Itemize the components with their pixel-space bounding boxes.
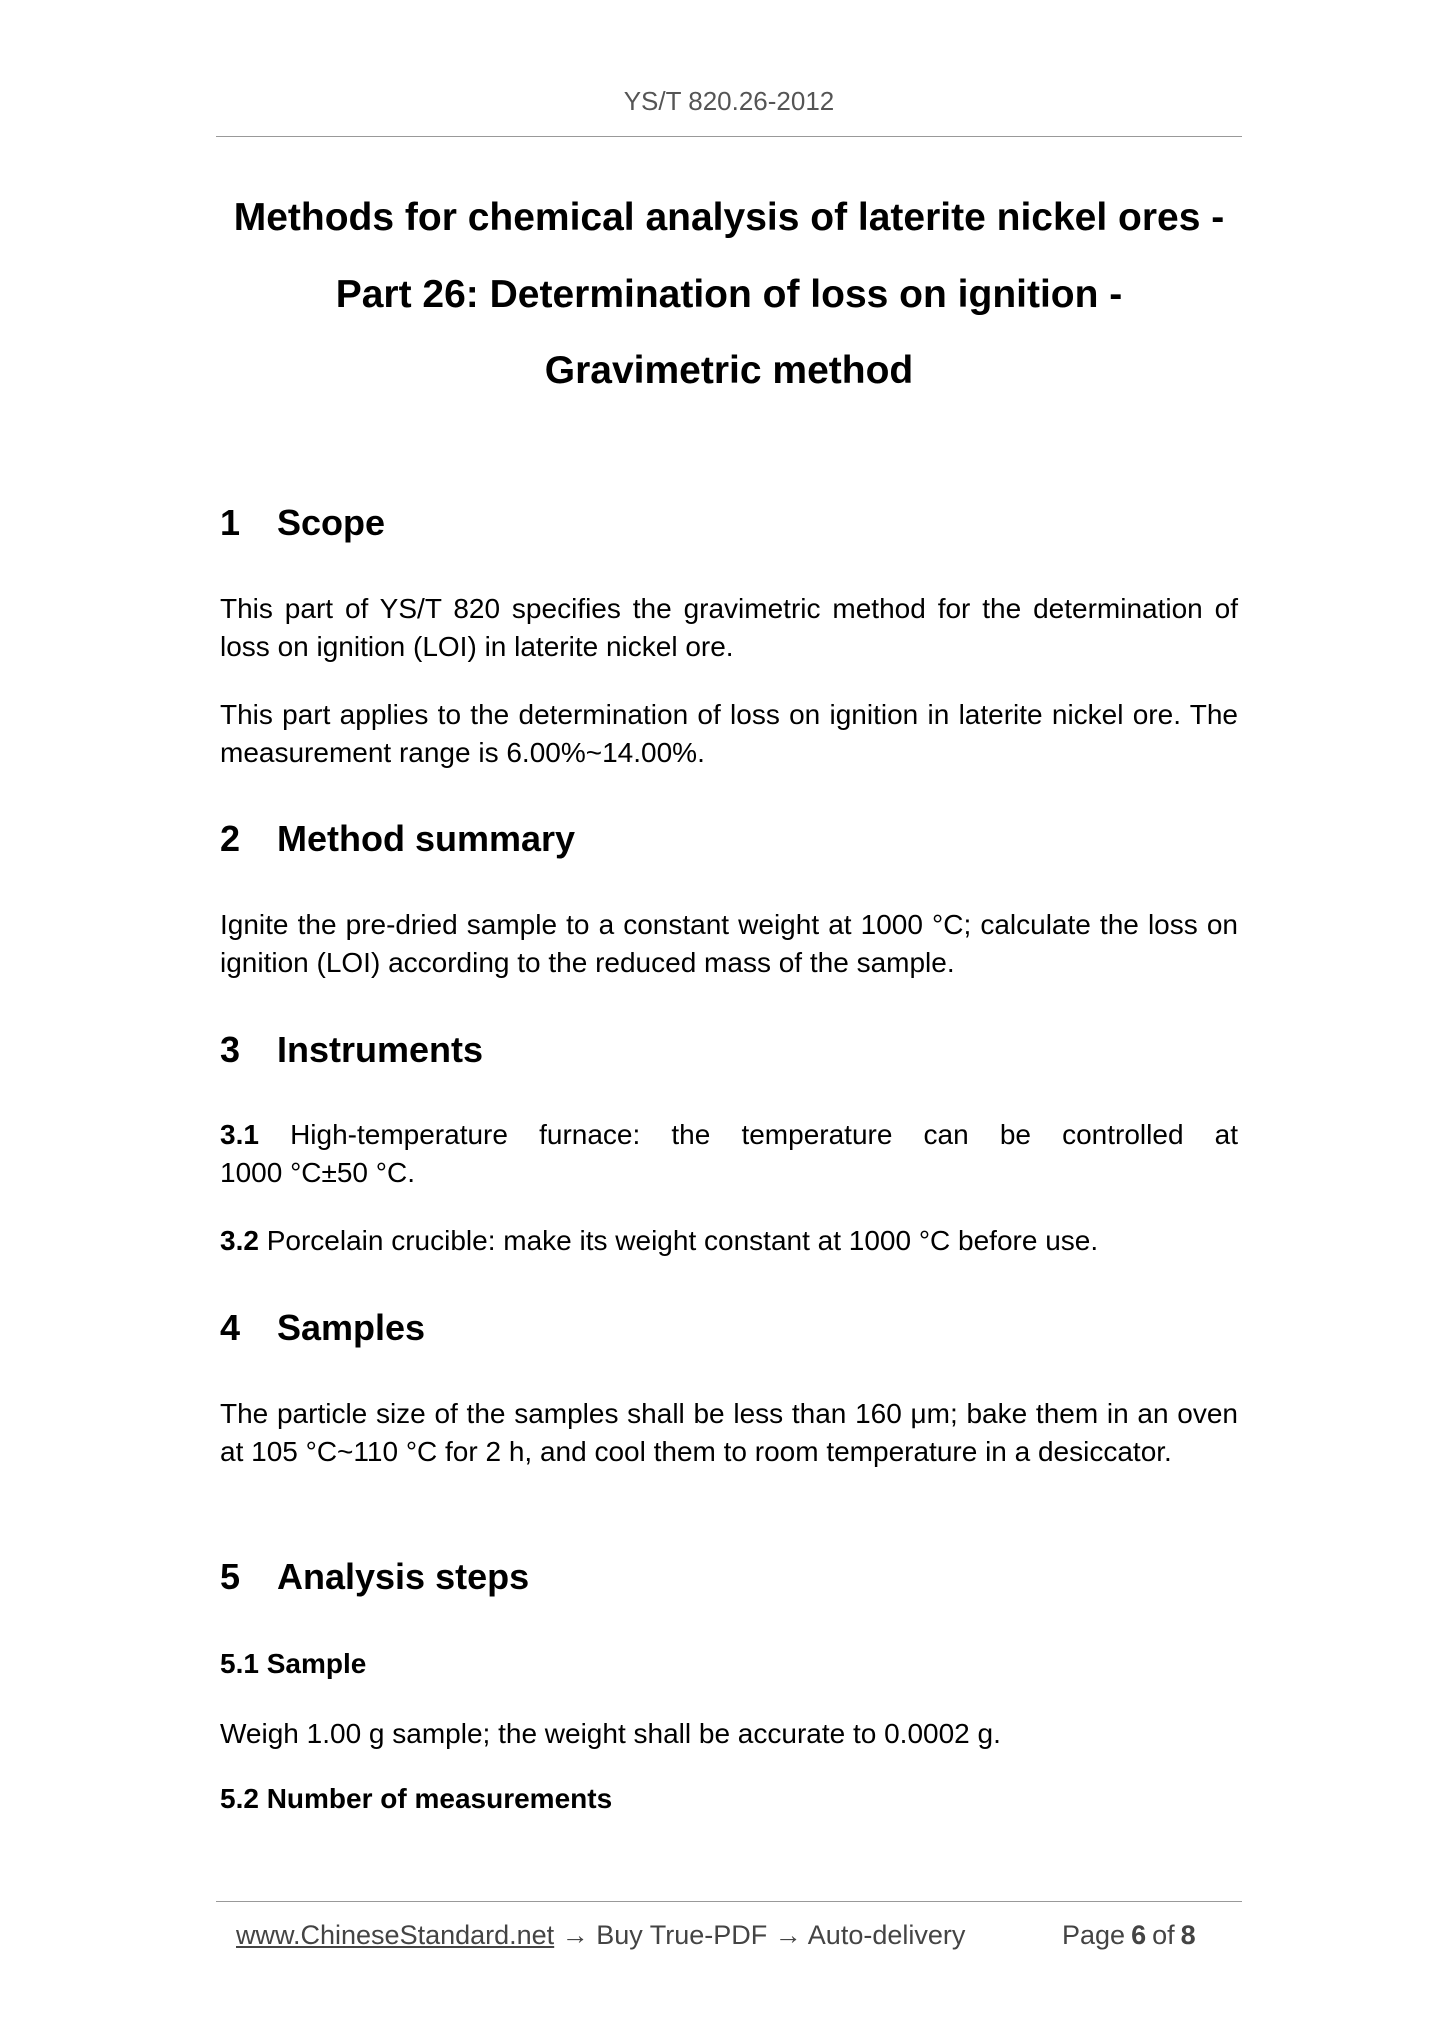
arrow-icon: →: [561, 1920, 589, 1950]
title-line-3: Gravimetric method: [544, 349, 914, 392]
section-number: 1: [220, 502, 241, 543]
header-divider: [216, 136, 1242, 137]
document-code-header: YS/T 820.26-2012: [623, 86, 835, 116]
section-title: Method summary: [277, 818, 576, 859]
method-summary-paragraph: Ignite the pre-dried sample to a constant weight at 1000 °C; calculate the loss on ignition (LOI) according to the reduced mass of the sample.: [220, 909, 1238, 978]
footer-divider: [216, 1901, 1242, 1902]
subsection-5-2-heading: 5.2 Number of measurements: [220, 1783, 613, 1814]
subsection-5-1-heading: 5.1 Sample: [220, 1648, 367, 1679]
footer-links: [236, 1920, 965, 1951]
item-text-continued: 1000 °C±50 °C.: [220, 1157, 415, 1188]
section-title: Scope: [277, 502, 386, 543]
section-title: Analysis steps: [277, 1556, 530, 1597]
item-number: 3.1: [220, 1119, 259, 1150]
section-number: 2: [220, 818, 241, 859]
sample-paragraph: Weigh 1.00 g sample; the weight shall be accurate to 0.0002 g.: [220, 1718, 1001, 1749]
scope-paragraph-1: This part of YS/T 820 specifies the gravimetric method for the determination of loss on ignition (LOI) in laterite nickel ore.: [220, 593, 1238, 662]
title-line-2: Part 26: Determination of loss on ignition -: [335, 273, 1123, 316]
section-title: Instruments: [277, 1029, 484, 1070]
title-line-1: Methods for chemical analysis of laterite nickel ores -: [233, 196, 1225, 239]
section-number: 3: [220, 1029, 241, 1070]
item-text: Porcelain crucible: make its weight constant at 1000 °C before use.: [266, 1225, 1099, 1256]
page-total: 8: [1180, 1920, 1196, 1950]
section-title: Samples: [277, 1307, 426, 1348]
page-indicator: [1062, 1920, 1202, 1951]
section-number: 5: [220, 1556, 241, 1597]
arrow-icon: →: [774, 1920, 802, 1950]
chinesestandard-link[interactable]: www.ChineseStandard.net: [236, 1920, 555, 1950]
page-label: Page: [1062, 1920, 1126, 1950]
item-number: 3.2: [220, 1225, 259, 1256]
section-5-heading: [220, 1556, 529, 1598]
item-text: High-temperature furnace: the temperature can be controlled at: [290, 1119, 1239, 1150]
instrument-item-3-2: [220, 1222, 1238, 1260]
instrument-item-3-1: [220, 1116, 1238, 1192]
scope-paragraph-2: This part applies to the determination of loss on ignition in laterite nickel ore. The measurement range is 6.00%~14.00%.: [220, 699, 1238, 768]
delivery-text: Auto-delivery: [807, 1920, 966, 1950]
instrument-item-line: [220, 1116, 1238, 1154]
section-number: 4: [220, 1307, 241, 1348]
buy-text: Buy True-PDF: [596, 1920, 768, 1950]
of-label: of: [1152, 1920, 1175, 1950]
samples-paragraph: The particle size of the samples shall be less than 160 μm; bake them in an oven at 105 °C~110 °C for 2 h, and cool them to room temperature in a desiccator.: [220, 1398, 1238, 1467]
section-2-heading: [220, 818, 575, 860]
section-1-heading: [220, 502, 385, 544]
page-number: 6: [1131, 1920, 1147, 1950]
section-3-heading: [220, 1029, 483, 1071]
section-4-heading: [220, 1307, 425, 1349]
